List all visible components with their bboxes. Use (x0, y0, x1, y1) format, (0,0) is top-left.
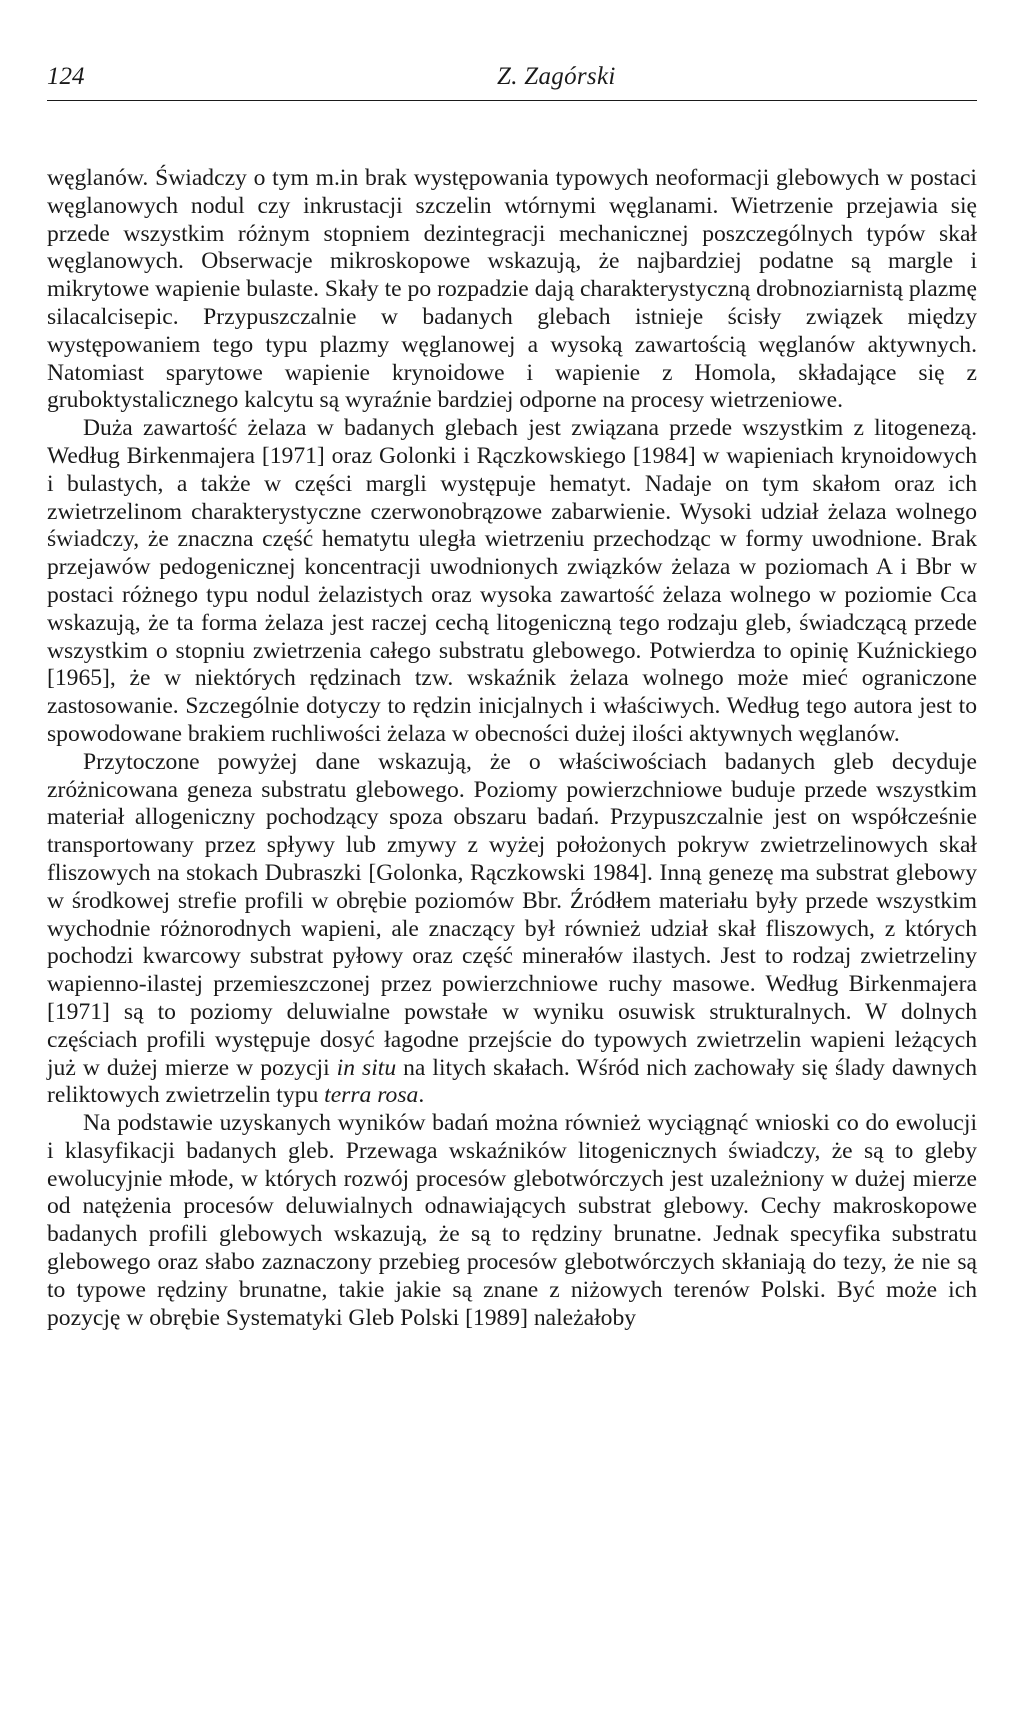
header-rule (47, 100, 977, 101)
running-head-author: Z. Zagórski (497, 63, 616, 90)
paragraph: Duża zawartość żelaza w badanych glebach jest związana przede wszystkim z litogenezą. Według Birkenmajera [1971] oraz Golonki i Rączkowskiego [1984] w wapieniach krynoidowych i bulastych, a także w części margli występuje hematyt. Nadaje on tym skałom oraz ich zwietrzelinom charakterystyczne czerwonobrązowe zabarwienie. Wysoki udział żelaza wolnego świadczy, że znaczna część hematytu uległa wietrzeniu przechodząc w formy uwodnione. Brak przejawów pedogenicznej koncentracji uwodnionych związków żelaza w poziomach A i Bbr w postaci różnego typu nodul żelazistych oraz wysoka zawartość żelaza wolnego w poziomie Cca wskazują, że ta forma żelaza jest raczej cechą litogeniczną tego rodzaju gleb, świadczącą przede wszystkim o stopniu zwietrzenia całego substratu glebowego. Potwierdza to opinię Kuźnickiego [1965], że w niektórych rędzinach tzw. wskaźnik żelaza wolnego może mieć ograniczone zastosowanie. Szczególnie dotyczy to rędzin inicjalnych i właściwych. Według tego autora jest to spowodowane brakiem ruchliwości żelaza w obecności dużej ilości aktywnych węglanów. (47, 415, 977, 747)
italic-term: in situ (336, 1054, 397, 1081)
page-number: 124 (47, 63, 85, 90)
paragraph: węglanów. Świadczy o tym m.in brak występowania typowych neoformacji glebowych w postaci węglanowych nodul czy inkrustacji szczelin wtórnymi węglanami. Wietrzenie przejawia się przede wszystkim różnym stopniem dezintegracji mechanicznej poszczególnych typów skał węglanowych. Obserwacje mikroskopowe wskazują, że najbardziej podatne są margle i mikrytowe wapienie bulaste. Skały te po rozpadzie dają charakterystyczną drobnoziarnistą plazmę silacalcisepic. Przypuszczalnie w badanych glebach istnieje ścisły związek między występowaniem tego typu plazmy węglanowej a wysoką zawartością węglanów aktywnych. Natomiast sparytowe wapienie krynoidowe i wapienie z Homola, składające się z gruboktystalicznego kalcytu są wyraźnie bardziej odporne na procesy wietrzeniowe. (47, 165, 977, 414)
italic-term: terra rosa (324, 1082, 419, 1109)
running-head (47, 62, 977, 102)
paragraph: Na podstawie uzyskanych wyników badań można również wyciągnąć wnioski co do ewolucji i klasyfikacji badanych gleb. Przewaga wskaźników litogenicznych świadczy, że są to gleby ewolucyjnie młode, w których rozwój procesów glebotwórczych jest uzależniony w dużej mierze od natężenia procesów deluwialnych odnawiających substrat glebowy. Cechy makroskopowe badanych profili glebowych wskazują, że są to rędziny brunatne. Jednak specyfika substratu glebowego oraz słabo zaznaczony przebieg procesów glebotwórczych skłaniają do tezy, że nie są to typowe rędziny brunatne, takie jakie są znane z niżowych terenów Polski. Być może ich pozycję w obrębie Systematyki Gleb Polski [1989] należałoby (47, 1110, 977, 1331)
body-text (47, 165, 977, 1332)
paragraph: Przytoczone powyżej dane wskazują, że o właściwościach badanych gleb decyduje zróżnicowana geneza substratu glebowego. Poziomy powierzchniowe buduje przede wszystkim materiał allogeniczny pochodzący spoza obszaru badań. Przypuszczalnie jest on współcześnie transportowany przez spływy lub zmywy z wyżej położonych pokryw zwietrzelinowych skał fliszowych na stokach Dubraszki [Golonka, Rączkowski 1984]. Inną genezę ma substrat glebowy w środkowej strefie profili w obrębie poziomów Bbr. Źródłem materiału były przede wszystkim wychodnie różnorodnych wapieni, ale znaczący był również udział skał fliszowych, z których pochodzi kwarcowy substrat pyłowy oraz część minerałów ilastych. Jest to rodzaj zwietrzeliny wapienno-ilastej przemieszczonej przez powierzchniowe ruchy masowe. Według Birkenmajera [1971] są to poziomy deluwialne powstałe w wyniku osuwisk strukturalnych. W dolnych częściach profili występuje dosyć łagodne przejście do typowych zwietrzelin wapieni leżących już w dużej mierze w pozycji in situ na litych skałach. Wśród nich zachowały się ślady dawnych reliktowych zwietrzelin typu terra rosa. (47, 748, 977, 1109)
